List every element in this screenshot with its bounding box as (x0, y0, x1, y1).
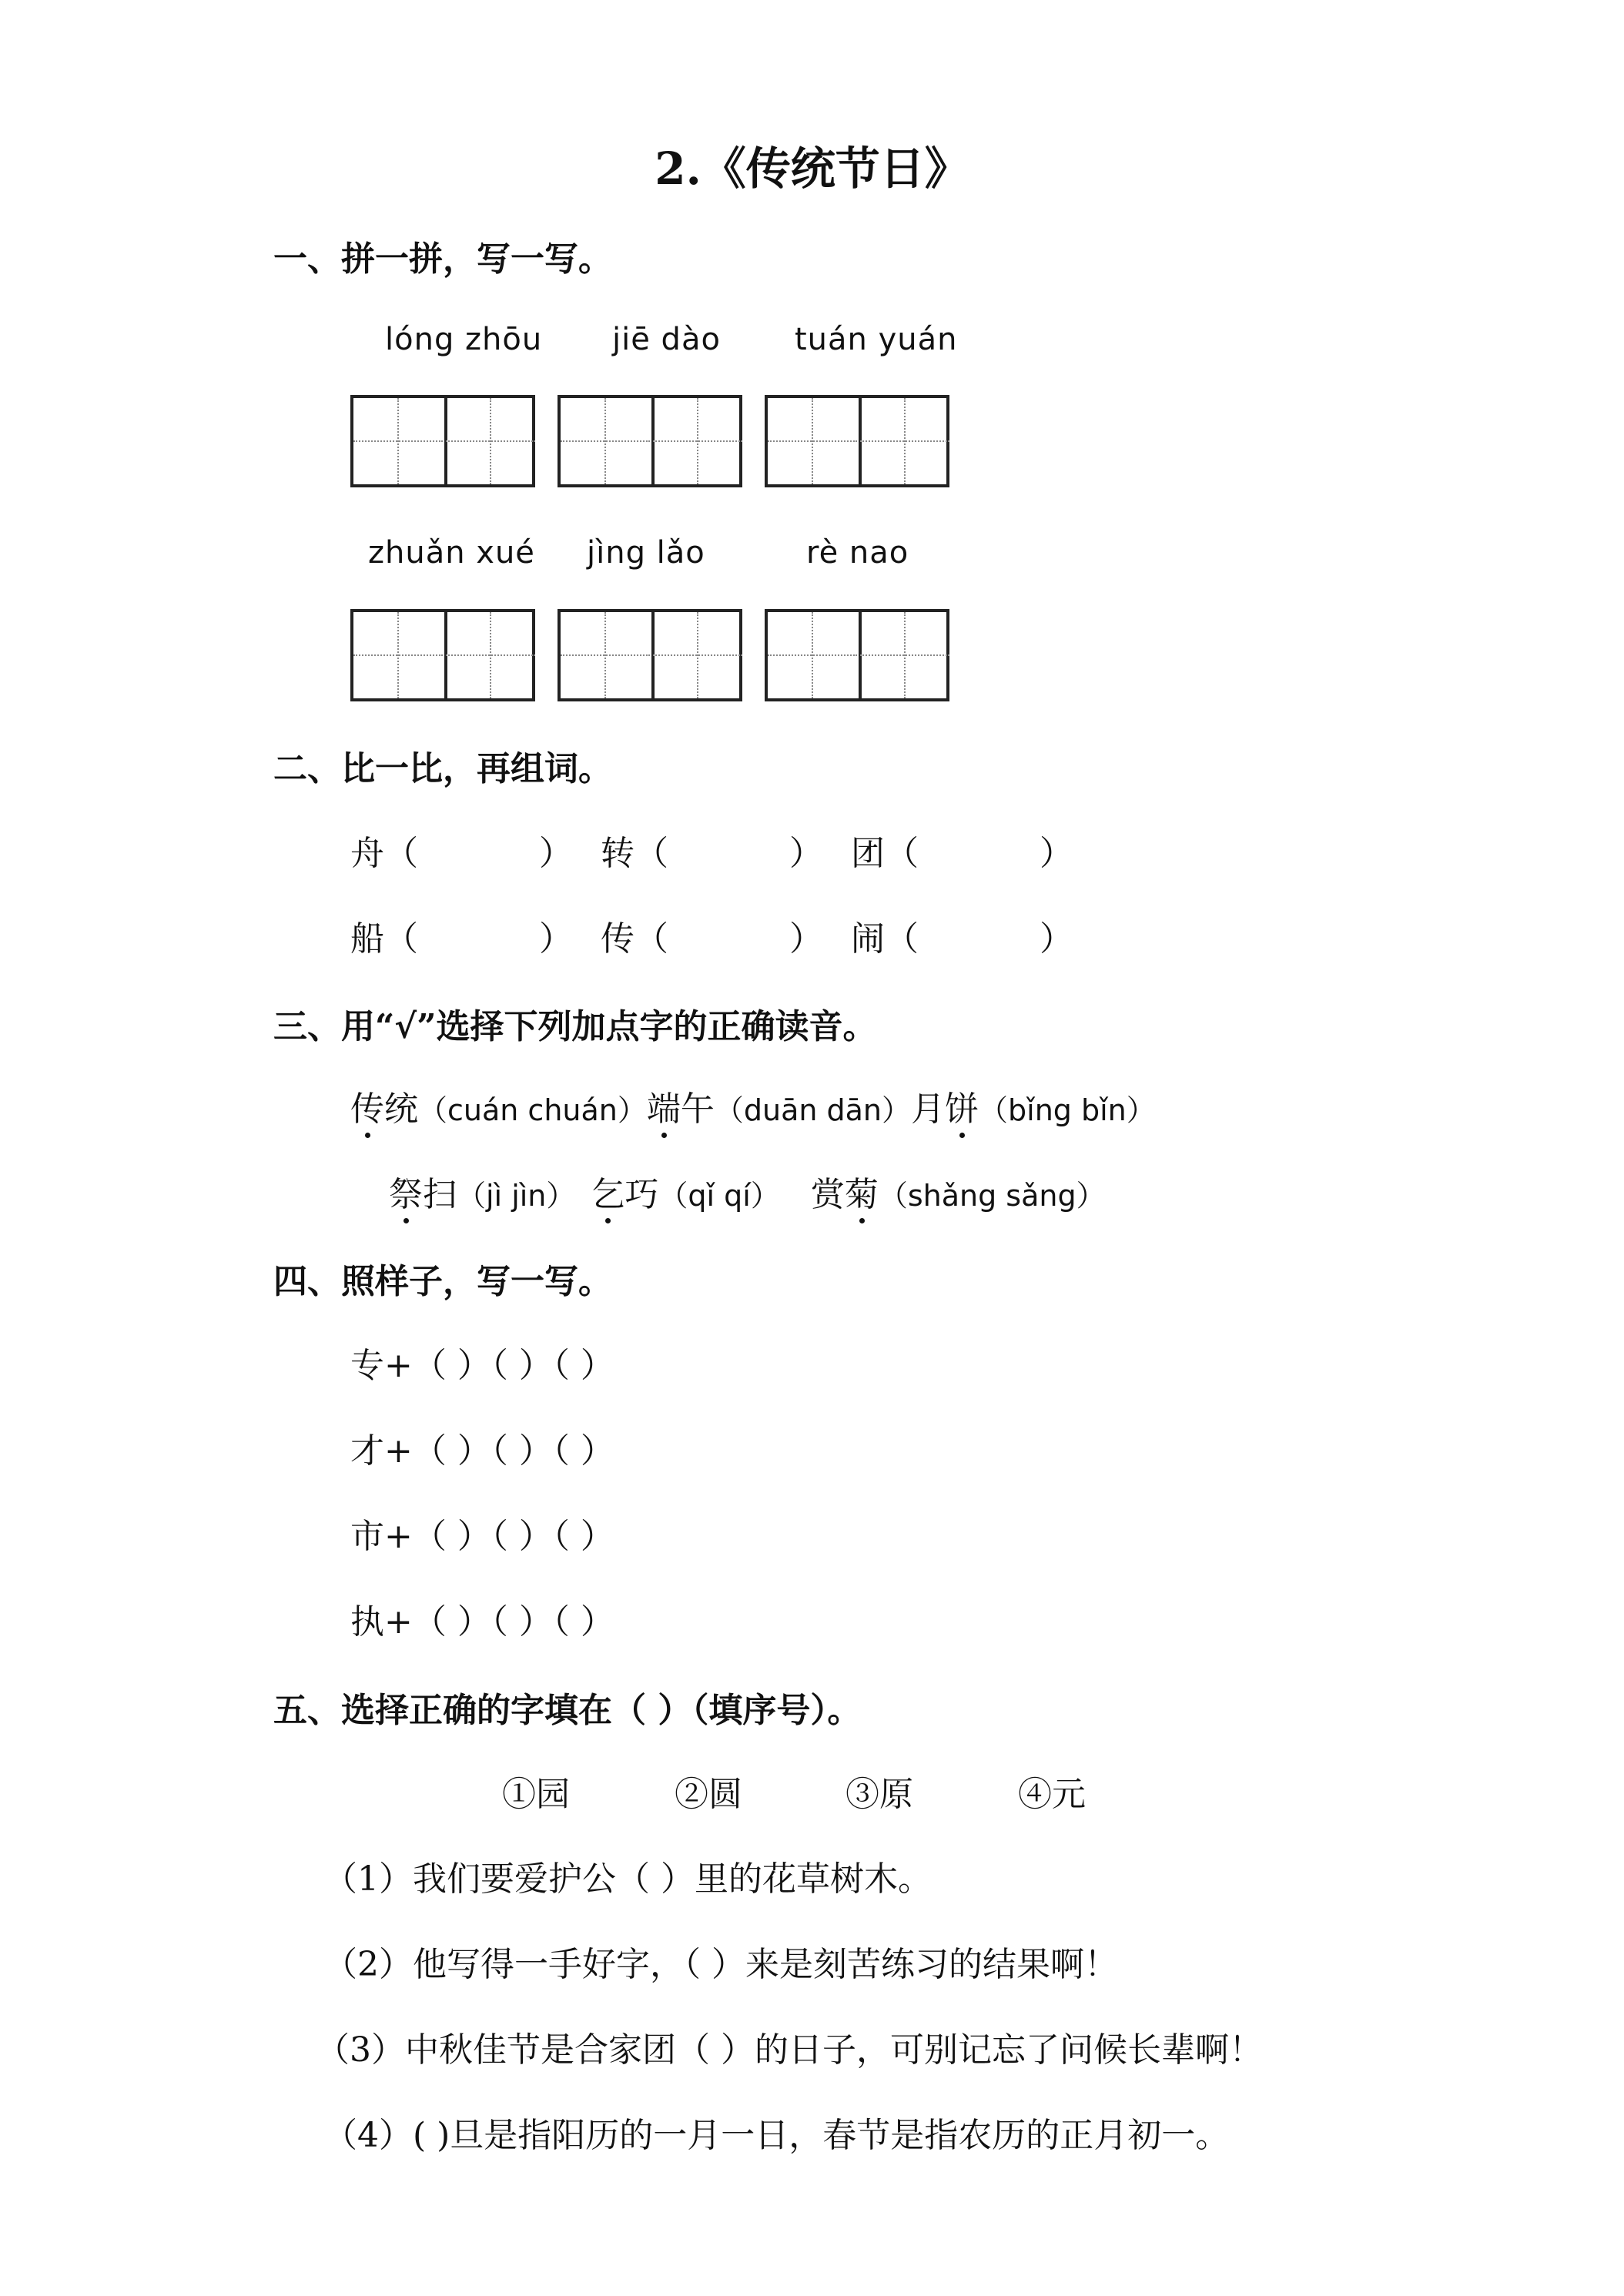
compare-zhou-close: ） (539, 834, 573, 873)
pinyin-choice[interactable]: （bǐng bǐn） (979, 1093, 1156, 1127)
compare-chuan-close: ） (539, 919, 573, 959)
writing-grid-longzhou[interactable] (350, 395, 535, 487)
radical-row-2: 才+（ ）（ ）（ ） (350, 1431, 614, 1471)
section-2-heading: 二、比一比，再组词。 (273, 749, 612, 788)
dotted-char: 祭 (389, 1166, 423, 1216)
option-4: ④元 (1018, 1775, 1086, 1814)
radical-row-1: 专+（ ）（ ）（ ） (350, 1346, 614, 1385)
compare-nao: 闹（ (851, 919, 919, 959)
pinyin-longzhou: lóng zhōu (385, 322, 543, 357)
compare-tuan: 团（ (851, 834, 919, 873)
question-1: （1）我们要爱护公（ ）里的花草树木。 (323, 1859, 932, 1899)
writing-grid-jinglao[interactable] (558, 609, 742, 701)
compare-nao-close: ） (1040, 919, 1073, 959)
compare-chuan2: 传（ (601, 919, 668, 959)
writing-grid-jiedao[interactable] (558, 395, 742, 487)
compare-zhou: 舟（ (350, 834, 418, 873)
pinyin-jiedao: jiē dào (612, 322, 721, 357)
section-1-heading: 一、拼一拼，写一写。 (273, 239, 612, 279)
option-3: ③原 (845, 1775, 913, 1814)
answer-blanks[interactable]: （ ）（ ）（ ） (412, 1517, 614, 1556)
pinyin-choice[interactable]: （shǎng sǎng） (878, 1179, 1106, 1213)
writing-grid-tuanyuan[interactable] (765, 395, 949, 487)
pinyin-tuanyuan: tuán yuán (795, 322, 958, 357)
option-2: ②圆 (675, 1775, 742, 1814)
page-title: 2.《传统节日》 (655, 142, 969, 195)
dotted-char: 传 (350, 1081, 384, 1130)
pinyin-choice[interactable]: （jì jìn） (457, 1179, 576, 1213)
pinyin-choice[interactable]: （qǐ qí） (658, 1179, 780, 1213)
section-3-heading: 三、用“√”选择下列加点字的正确读音。 (273, 1007, 877, 1046)
pinyin-jinglao: jìng lǎo (587, 535, 705, 571)
compare-tuan-close: ） (1040, 834, 1073, 873)
writing-grid-zhuanxue[interactable] (350, 609, 535, 701)
section-4-heading: 四、照样子，写一写。 (273, 1262, 612, 1301)
pinyin-renao: rè nao (806, 535, 909, 571)
reading-row-2: 祭扫（jì jìn） 乞巧（qǐ qí） 赏菊（shǎng sǎng） (389, 1166, 1106, 1216)
dotted-char: 乞 (591, 1166, 624, 1216)
dotted-char: 端 (647, 1081, 681, 1130)
writing-grid-renao[interactable] (765, 609, 949, 701)
pinyin-zhuanxue: zhuǎn xué (368, 535, 535, 571)
compare-zhuan-close: ） (789, 834, 823, 873)
question-4: （4）( )旦是指阳历的一月一日，春节是指农历的正月初一。 (323, 2116, 1230, 2155)
dotted-char: 菊 (845, 1166, 879, 1216)
question-3: （3）中秋佳节是合家团（ ）的日子，可别记忘了问候长辈啊！ (316, 2030, 1263, 2070)
answer-blanks[interactable]: （ ）（ ）（ ） (412, 1431, 614, 1471)
question-2: （2）他写得一手好字，（ ）来是刻苦练习的结果啊！ (323, 1945, 1118, 1984)
answer-blanks[interactable]: （ ）（ ）（ ） (412, 1346, 614, 1385)
pinyin-choice[interactable]: （duān dān） (714, 1093, 912, 1127)
section-5-heading: 五、选择正确的字填在（ ）（填序号）。 (273, 1691, 862, 1730)
radical-row-3: 市+（ ）（ ）（ ） (350, 1517, 614, 1556)
pinyin-choice[interactable]: （cuán chuán） (418, 1093, 647, 1127)
dotted-char: 饼 (945, 1081, 979, 1130)
option-1: ①园 (502, 1775, 570, 1814)
answer-blanks[interactable]: （ ）（ ）（ ） (412, 1602, 614, 1642)
compare-chuan2-close: ） (789, 919, 823, 959)
radical-row-4: 执+（ ）（ ）（ ） (350, 1602, 614, 1642)
compare-chuan: 船（ (350, 919, 418, 959)
compare-zhuan: 转（ (601, 834, 668, 873)
reading-row-1: 传统（cuán chuán）端午（duān dān）月饼（bǐng bǐn） (350, 1081, 1156, 1130)
